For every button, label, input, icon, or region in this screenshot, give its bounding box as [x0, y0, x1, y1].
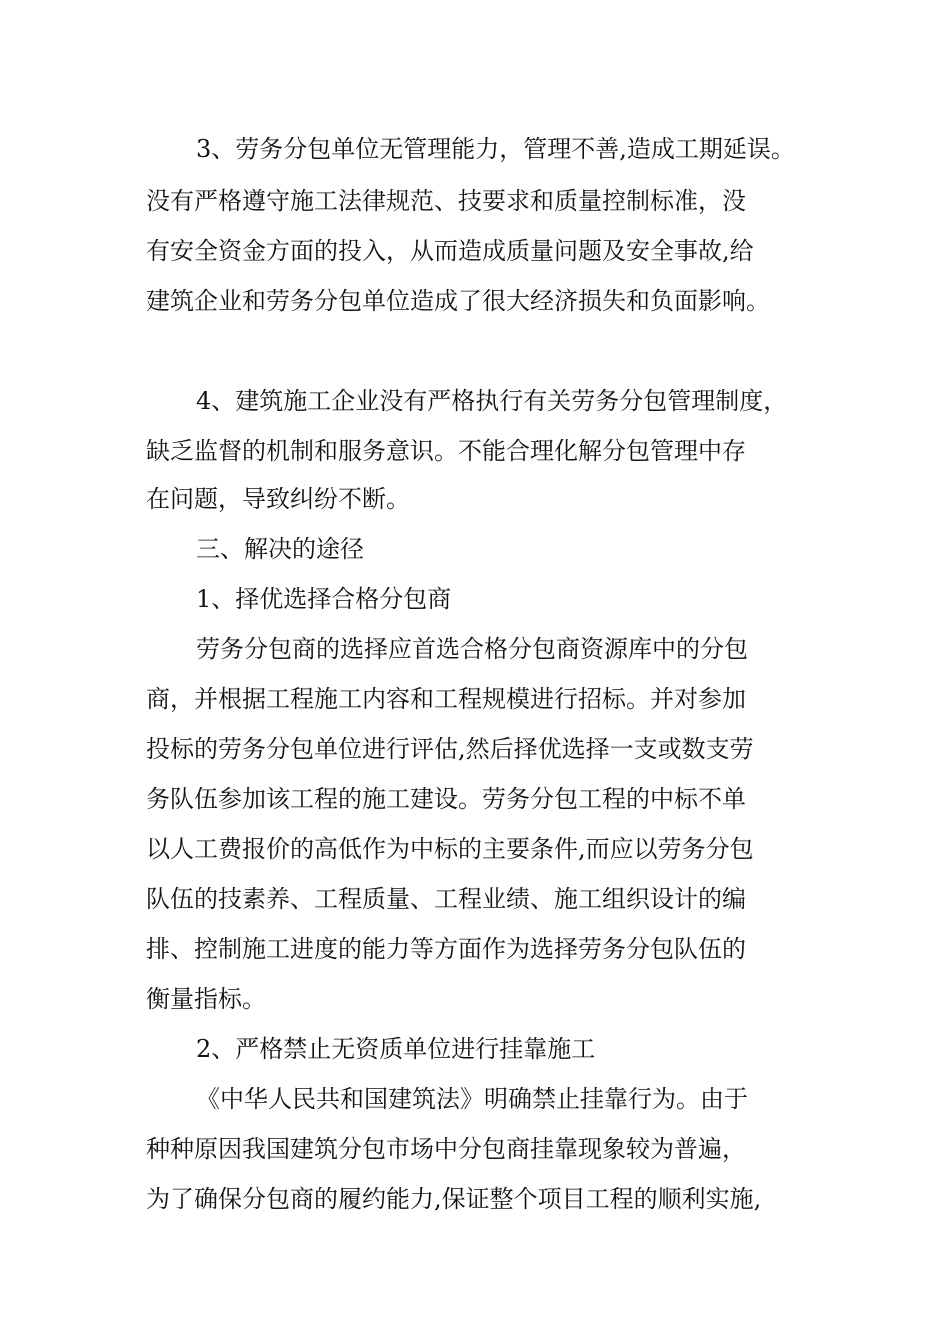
selection-paragraph-line-2: 商，并根据工程施工内容和工程规模进行招标。并对参加 — [146, 685, 746, 713]
subheading-2: 2、严格禁止无资质单位进行挂靠施工 — [196, 1035, 596, 1063]
selection-paragraph-line-4: 务队伍参加该工程的施工建设。劳务分包工程的中标不单 — [146, 785, 746, 813]
selection-paragraph-line-7: 排、控制施工进度的能力等方面作为选择劳务分包队伍的 — [146, 935, 746, 963]
paragraph-4-line-3: 在问题，导致纠纷不断。 — [146, 485, 410, 513]
law-paragraph-line-3: 为了确保分包商的履约能力,保证整个项目工程的顺利实施, — [146, 1185, 762, 1213]
law-paragraph-line-1: 《中华人民共和国建筑法》明确禁止挂靠行为。由于 — [196, 1085, 748, 1113]
selection-paragraph-line-5: 以人工费报价的高低作为中标的主要条件,而应以劳务分包 — [146, 835, 754, 863]
paragraph-3-line-1: 3、劳务分包单位无管理能力，管理不善,造成工期延误。 — [196, 135, 795, 163]
paragraph-3-line-2: 没有严格遵守施工法律规范、技要求和质量控制标准，没 — [146, 187, 746, 215]
paragraph-3-line-3: 有安全资金方面的投入，从而造成质量问题及安全事故,给 — [146, 237, 754, 265]
selection-paragraph-line-1: 劳务分包商的选择应首选合格分包商资源库中的分包 — [196, 635, 748, 663]
selection-paragraph-line-3: 投标的劳务分包单位进行评估,然后择优选择一支或数支劳 — [146, 735, 754, 763]
paragraph-3-line-4: 建筑企业和劳务分包单位造成了很大经济损失和负面影响。 — [146, 287, 770, 315]
selection-paragraph-line-8: 衡量指标。 — [146, 985, 266, 1013]
subheading-1: 1、择优选择合格分包商 — [196, 585, 452, 613]
section-heading-solutions: 三、解决的途径 — [196, 535, 364, 563]
law-paragraph-line-2: 种种原因我国建筑分包市场中分包商挂靠现象较为普遍， — [146, 1135, 746, 1163]
paragraph-4-line-1: 4、建筑施工企业没有严格执行有关劳务分包管理制度， — [196, 387, 788, 415]
selection-paragraph-line-6: 队伍的技素养、工程质量、工程业绩、施工组织设计的编 — [146, 885, 746, 913]
paragraph-4-line-2: 缺乏监督的机制和服务意识。不能合理化解分包管理中存 — [146, 437, 746, 465]
